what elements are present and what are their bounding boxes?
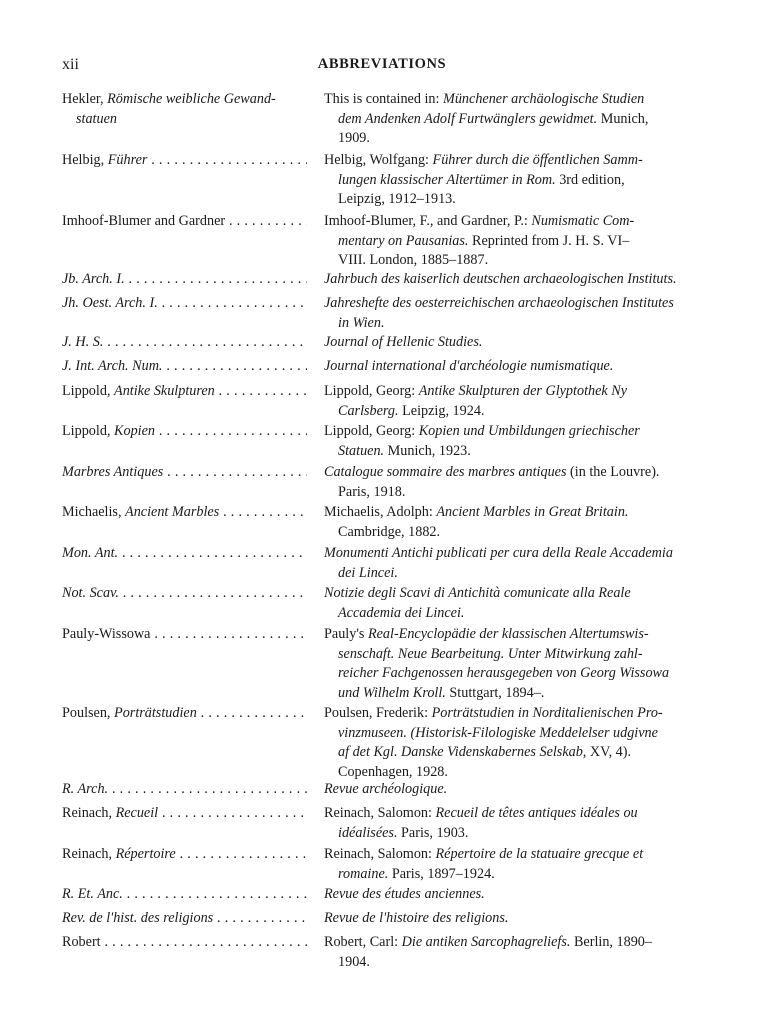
term-author: Helbig,: [62, 152, 108, 168]
abbreviation-description: [324, 463, 702, 502]
desc-text: Lippold, Georg:: [324, 423, 419, 439]
abbreviation-description: [324, 90, 702, 149]
desc-text: Robert, Carl:: [324, 934, 402, 950]
desc-text: Paris, 1897–1924.: [388, 865, 495, 882]
desc-title: Real-Encyclopädie der klassischen Altertumswis-: [367, 626, 649, 642]
term-title: Ancient Marbles: [125, 504, 220, 520]
term-title: Not. Scav.: [62, 585, 119, 601]
desc-text: 1909.: [338, 130, 370, 146]
abbreviation-term: [62, 804, 307, 824]
abbreviation-term: [62, 463, 307, 483]
desc-title: Kopien und Umbildungen griechischer: [418, 423, 640, 439]
desc-title: Ancient Marbles in Great Britain.: [436, 504, 629, 520]
desc-text: Reinach, Salomon:: [324, 805, 436, 821]
desc-title: Revue de l'histoire des religions.: [324, 910, 509, 926]
term-author: Reinach,: [62, 805, 116, 821]
desc-title: senschaft. Neue Bearbeitung. Unter Mitwirkung zahl-: [338, 645, 643, 662]
abbreviation-term: [62, 885, 307, 905]
desc-title: Numismatic Com-: [531, 213, 635, 229]
term-author: Hekler,: [62, 91, 108, 107]
abbreviation-description: [324, 780, 702, 800]
desc-title: mentary on Pausanias.: [338, 232, 469, 249]
desc-text: Poulsen, Frederik:: [324, 705, 432, 721]
desc-title: Recueil de têtes antiques idéales ou: [435, 805, 638, 821]
desc-title: dem Andenken Adolf Furtwänglers gewidmet.: [338, 110, 598, 127]
desc-title: Porträtstudien in Norditalienischen Pro-: [431, 705, 663, 721]
desc-title: lungen klassischer Altertümer in Rom.: [338, 171, 556, 188]
desc-text: Copenhagen, 1928.: [338, 763, 448, 780]
desc-title: Notizie degli Scavi di Antichità comunicate alla Reale: [324, 585, 631, 601]
desc-text: Munich, 1923.: [384, 442, 471, 459]
term-author: Pauly-Wissowa: [62, 626, 151, 642]
term-title: Porträtstudien: [114, 705, 197, 721]
desc-title: dei Lincei.: [338, 564, 398, 581]
abbreviation-description: [324, 212, 702, 271]
term-title: Römische weibliche Gewand-: [107, 91, 276, 107]
desc-text: Lippold, Georg:: [324, 383, 419, 399]
page-header: [62, 56, 702, 80]
abbreviation-term: [62, 625, 307, 645]
desc-title: in Wien.: [338, 314, 385, 331]
desc-title: Revue archéologique.: [324, 781, 448, 797]
abbreviation-description: [324, 933, 702, 972]
abbreviation-term: [62, 151, 307, 171]
desc-text: Leipzig, 1924.: [398, 402, 485, 419]
term-author: Imhoof-Blumer and Gardner: [62, 213, 226, 229]
desc-text: Stuttgart, 1894–.: [445, 684, 545, 701]
abbreviation-description: [324, 704, 702, 782]
desc-title: Carlsberg.: [338, 402, 399, 419]
desc-text: Leipzig, 1912–1913.: [338, 191, 456, 207]
desc-title: Répertoire de la statuaire grecque et: [435, 846, 644, 862]
desc-title: Journal of Hellenic Studies.: [324, 334, 483, 350]
desc-text: Berlin, 1890–: [570, 934, 652, 950]
abbreviation-term: [62, 909, 307, 929]
desc-text: 1904.: [338, 953, 370, 970]
abbreviation-description: [324, 625, 702, 703]
desc-title: Catalogue sommaire des marbres antiques: [324, 464, 567, 480]
abbreviation-description: [324, 544, 702, 583]
abbreviation-description: [324, 151, 702, 210]
abbreviation-description: [324, 382, 702, 421]
desc-title: Journal international d'archéologie numismatique.: [324, 358, 614, 374]
abbreviation-term: [62, 933, 307, 953]
term-title: Jh. Oest. Arch. I.: [62, 295, 158, 311]
term-title-continued: statuen: [76, 110, 117, 127]
desc-title: Statuen.: [338, 442, 385, 459]
abbreviation-description: [324, 333, 702, 353]
term-author: Lippold,: [62, 423, 115, 439]
desc-text: Imhoof-Blumer, F., and Gardner, P.:: [324, 213, 532, 229]
desc-text: Paris, 1918.: [338, 483, 406, 500]
abbreviation-term: [62, 503, 307, 523]
term-title: Rev. de l'hist. des religions: [62, 910, 214, 926]
term-title: Jb. Arch. I.: [62, 271, 125, 287]
term-title: R. Arch.: [62, 781, 109, 797]
desc-title: Jahreshefte des oesterreichischen archaeologischen Institutes: [324, 295, 674, 311]
desc-title: und Wilhelm Kroll.: [338, 684, 446, 701]
term-title: J. H. S.: [62, 334, 104, 350]
desc-title: af det Kgl. Danske Videnskabernes Selskab,: [338, 744, 587, 760]
abbreviation-term: [62, 212, 307, 232]
abbreviation-description: [324, 885, 702, 905]
term-author: Michaelis,: [62, 504, 126, 520]
desc-text: VIII. London, 1885–1887.: [338, 252, 489, 268]
abbreviation-description: [324, 503, 702, 542]
abbreviation-description: [324, 845, 702, 884]
abbreviation-description: [324, 294, 702, 333]
desc-text: This is contained in:: [324, 91, 444, 107]
desc-title: reicher Fachgenossen herausgegeben von Georg Wissowa: [338, 665, 670, 681]
desc-text: XV, 4).: [586, 744, 632, 760]
abbreviation-term: [62, 90, 307, 129]
term-title: R. Et. Anc.: [62, 886, 123, 902]
term-title: Kopien: [114, 423, 156, 439]
desc-text: 3rd edition,: [555, 171, 625, 188]
desc-text: (in the Louvre).: [566, 464, 660, 480]
abbreviation-description: [324, 804, 702, 843]
abbreviation-description: [324, 422, 702, 461]
abbreviation-description: [324, 584, 702, 623]
desc-title: idéalisées.: [338, 824, 398, 841]
desc-title: vinzmuseen. (Historisk-Filologiske Meddelelser udgivne: [338, 724, 658, 741]
desc-text: Reprinted from J. H. S. VI–: [468, 232, 630, 249]
term-author: Reinach,: [62, 846, 116, 862]
abbreviation-term: [62, 357, 307, 377]
abbreviation-term: [62, 544, 307, 564]
term-author: Lippold,: [62, 383, 115, 399]
desc-title: Jahrbuch des kaiserlich deutschen archaeologischen Instituts.: [324, 271, 677, 287]
desc-title: Führer durch die öffentlichen Samm-: [432, 152, 643, 168]
desc-title: Accademia dei Lincei.: [338, 604, 465, 621]
desc-title: Antike Skulpturen der Glyptothek Ny: [418, 383, 628, 399]
term-title: Marbres Antiques: [62, 464, 164, 480]
desc-title: Die antiken Sarcophagreliefs.: [401, 934, 571, 950]
desc-text: Michaelis, Adolph:: [324, 504, 437, 520]
abbreviation-term: [62, 704, 307, 724]
abbreviation-term: [62, 584, 307, 604]
abbreviation-description: [324, 909, 702, 929]
desc-title: Revue des études anciennes.: [324, 886, 485, 902]
desc-text: Pauly's: [324, 626, 368, 642]
term-title: Recueil: [115, 805, 159, 821]
abbreviation-term: [62, 780, 307, 800]
desc-title: Monumenti Antichi publicati per cura della Reale Accademia: [324, 545, 673, 561]
term-title: Antike Skulpturen: [114, 383, 215, 399]
running-title: ABBREVIATIONS: [317, 56, 447, 72]
term-title: Führer: [107, 152, 148, 168]
desc-text: Paris, 1903.: [397, 824, 469, 841]
abbreviation-term: [62, 333, 307, 353]
abbreviation-description: [324, 357, 702, 377]
desc-text: Helbig, Wolfgang:: [324, 152, 433, 168]
desc-text: Reinach, Salomon:: [324, 846, 436, 862]
desc-title: romaine.: [338, 865, 389, 882]
abbreviation-term: [62, 422, 307, 442]
abbreviation-term: [62, 294, 307, 314]
term-author: Poulsen,: [62, 705, 115, 721]
term-author: Robert: [62, 934, 101, 950]
desc-text: Munich,: [597, 110, 649, 127]
page-number: xii: [62, 56, 79, 73]
desc-title: Münchener archäologische Studien: [443, 91, 645, 107]
abbreviation-term: [62, 382, 307, 402]
abbreviation-term: [62, 845, 307, 865]
term-title: Répertoire: [115, 846, 176, 862]
term-title: J. Int. Arch. Num.: [62, 358, 163, 374]
abbreviation-description: [324, 270, 702, 290]
term-title: Mon. Ant.: [62, 545, 119, 561]
abbreviation-term: [62, 270, 307, 290]
desc-text: Cambridge, 1882.: [338, 523, 441, 540]
